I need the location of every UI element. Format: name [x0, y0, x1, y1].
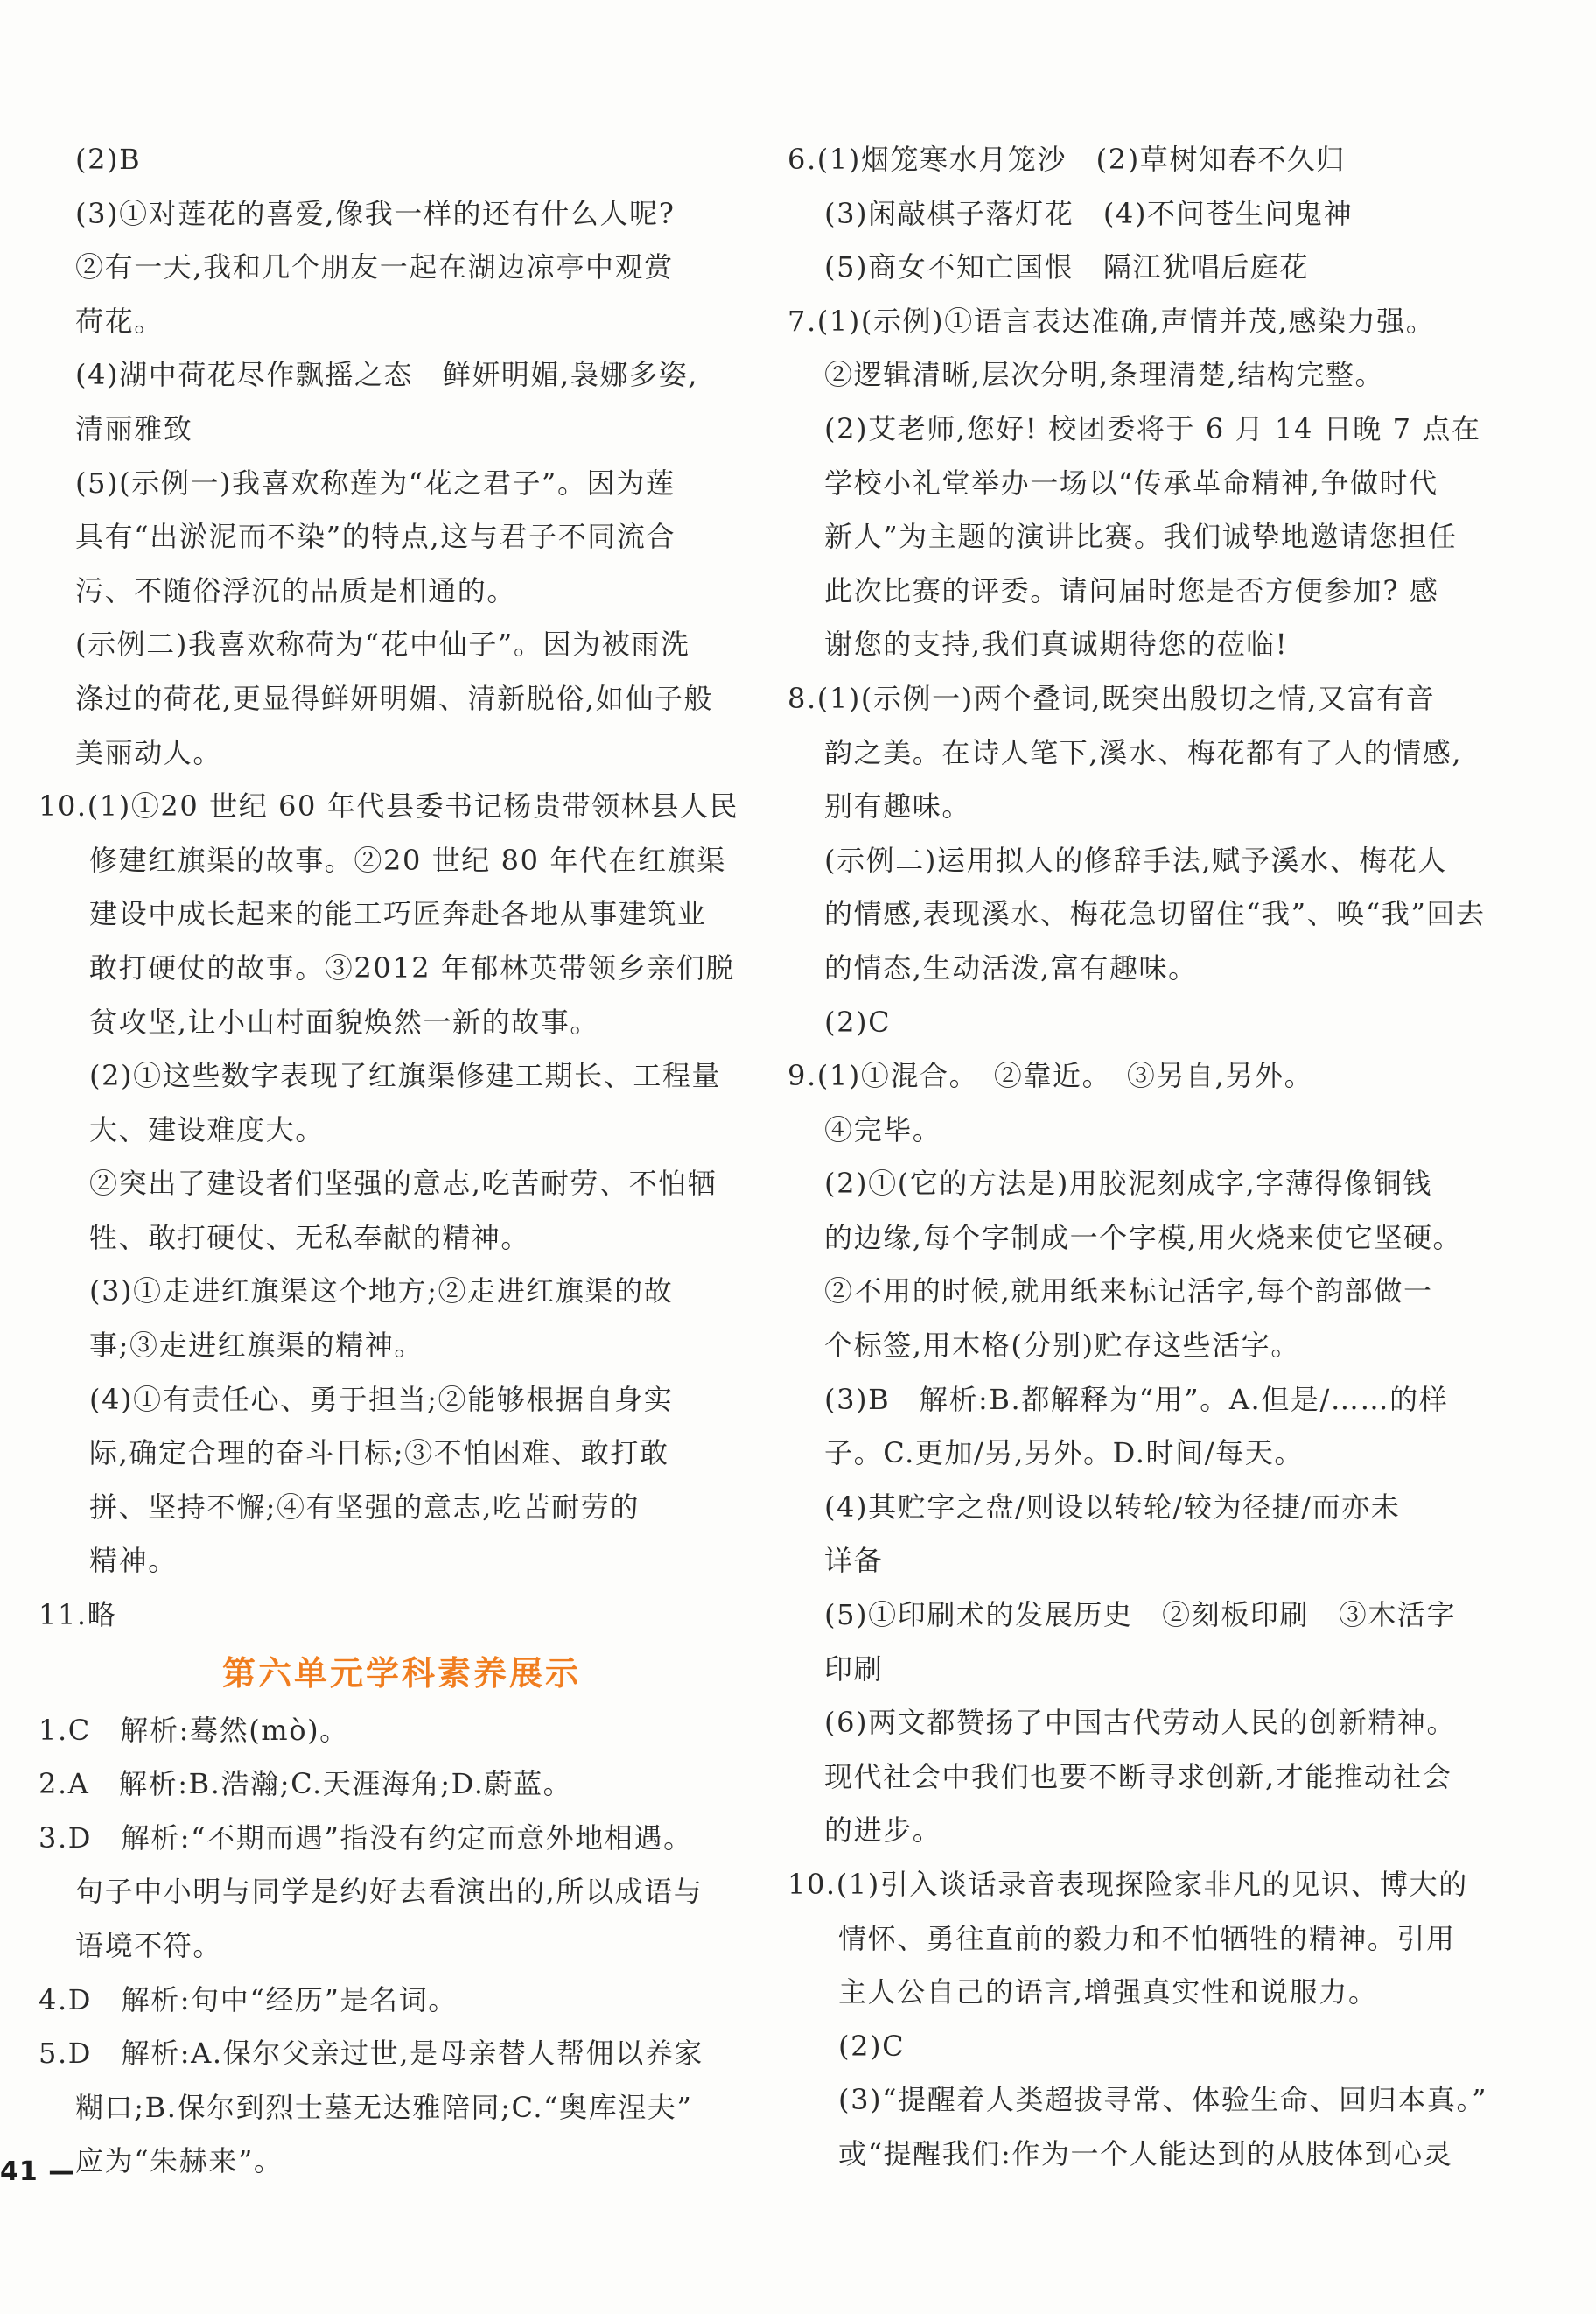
answer-line: (3)闲敲棋子落灯花 (4)不问苍生问鬼神 — [824, 196, 1354, 230]
answer-line: 7.(1)(示例)①语言表达准确,声情并茂,感染力强。 — [788, 304, 1436, 338]
answer-line: 具有“出淤泥而不染”的特点,这与君子不同流合 — [75, 520, 676, 554]
answer-line: 的情感,表现溪水、梅花急切留住“我”、唤“我”回去 — [824, 897, 1486, 931]
answer-line: 荷花。 — [75, 304, 164, 338]
answer-line: (6)两文都赞扬了中国古代劳动人民的创新精神。 — [824, 1706, 1457, 1740]
answer-line: 10.(1)①20 世纪 60 年代县委书记杨贵带领林县人民 — [38, 789, 739, 824]
answer-line: 3.D 解析:“不期而遇”指没有约定而意外地相遇。 — [38, 1820, 693, 1855]
answer-line: 11.略 — [38, 1598, 117, 1632]
answer-line: 10.(1)引入谈话录音表现探险家非凡的见识、博大的 — [788, 1868, 1468, 1901]
answer-line: 清丽雅致 — [75, 411, 193, 445]
answer-line: (4)湖中荷花尽作飘摇之态 鲜妍明媚,袅娜多姿, — [75, 358, 699, 392]
answer-line: 修建红旗渠的故事。②20 世纪 80 年代在红旗渠 — [89, 843, 726, 877]
answer-line: ②不用的时候,就用纸来标记活字,每个韵部做一 — [824, 1274, 1433, 1308]
left-answers-unit5 — [38, 133, 739, 1643]
answer-line: ④完毕。 — [824, 1112, 942, 1146]
answer-line: 4.D 解析:句中“经历”是名词。 — [38, 1982, 458, 2016]
answer-line: (3)①对莲花的喜爱,像我一样的还有什么人呢? — [75, 196, 676, 230]
right-column — [788, 133, 1488, 2182]
answer-line: 的情态,生动活泼,富有趣味。 — [824, 950, 1198, 985]
answer-line: 句子中小明与同学是约好去看演出的,所以成语与 — [75, 1875, 704, 1909]
answer-line: 1.C 解析:蓦然(mò)。 — [38, 1713, 349, 1747]
answer-line: 或“提醒我们:作为一个人能达到的从肢体到心灵 — [838, 2136, 1453, 2170]
answer-line: 美丽动人。 — [75, 735, 223, 769]
answer-line: (5)商女不知亡国恨 隔江犹唱后庭花 — [824, 250, 1310, 284]
answer-line: (2)B — [75, 143, 142, 176]
answer-line: 的边缘,每个字制成一个字模,用火烧来使它坚硬。 — [824, 1220, 1463, 1254]
answer-line: 8.(1)(示例一)两个叠词,既突出殷切之情,又富有音 — [788, 681, 1436, 715]
answer-line: (2)①(它的方法是)用胶泥刻成字,字薄得像铜钱 — [824, 1167, 1432, 1201]
answer-line: ②突出了建设者们坚强的意志,吃苦耐劳、不怕牺 — [89, 1167, 718, 1201]
answer-line: 敢打硬仗的故事。③2012 年郁林英带领乡亲们脱 — [89, 950, 736, 985]
left-answers-unit6 — [38, 1704, 730, 2189]
answer-line: 学校小礼堂举办一场以“传承革命精神,争做时代 — [824, 466, 1438, 500]
answer-line: 事;③走进红旗渠的精神。 — [89, 1329, 424, 1363]
answer-line: (4)①有责任心、勇于担当;②能够根据自身实 — [89, 1382, 674, 1416]
answer-line: 污、不随俗浮沉的品质是相通的。 — [75, 573, 517, 607]
answer-line: 建设中成长起来的能工巧匠奔赴各地从事建筑业 — [89, 897, 707, 931]
answer-line: (2)C — [838, 2029, 906, 2063]
answer-line: 9.(1)①混合。 ②靠近。 ③另自,另外。 — [788, 1059, 1314, 1093]
answer-line: (5)①印刷术的发展历史 ②刻板印刷 ③木活字 — [824, 1598, 1457, 1632]
answer-line: (示例二)我喜欢称荷为“花中仙子”。因为被雨洗 — [75, 628, 690, 662]
answer-line: (3)①走进红旗渠这个地方;②走进红旗渠的故 — [89, 1274, 674, 1308]
answer-line: 的进步。 — [824, 1813, 942, 1848]
answer-line: 拼、坚持不懈;④有坚强的意志,吃苦耐劳的 — [89, 1490, 640, 1524]
answer-line: (3)“提醒着人类超拔寻常、体验生命、回归本真。” — [838, 2083, 1488, 2117]
answer-line: 2.A 解析:B.浩瀚;C.天涯海角;D.蔚蓝。 — [38, 1767, 573, 1801]
answer-line: 大、建设难度大。 — [89, 1112, 325, 1146]
answer-line: 贫攻坚,让小山村面貌焕然一新的故事。 — [89, 1005, 599, 1039]
answer-line: 精神。 — [89, 1544, 178, 1578]
answer-line: (5)(示例一)我喜欢称莲为“花之君子”。因为莲 — [75, 466, 676, 500]
answer-line: 印刷 — [824, 1651, 884, 1686]
answer-line: 别有趣味。 — [824, 789, 972, 824]
answer-line: 际,确定合理的奋斗目标;③不怕困难、敢打敢 — [89, 1436, 669, 1470]
answer-line: 韵之美。在诗人笔下,溪水、梅花都有了人的情感, — [824, 735, 1463, 769]
answer-line: 情怀、勇往直前的毅力和不怕牺牲的精神。引用 — [838, 1921, 1456, 1955]
right-answers — [788, 133, 1488, 2182]
answer-line: 牲、敢打硬仗、无私奉献的精神。 — [89, 1220, 531, 1254]
answer-line: 此次比赛的评委。请问届时您是否方便参加? 感 — [824, 573, 1439, 607]
answer-line: ②有一天,我和几个朋友一起在湖边凉亭中观赏 — [75, 250, 674, 284]
answer-line: 糊口;B.保尔到烈士墓无达雅陪同;C.“奥库涅夫” — [75, 2090, 693, 2124]
section-heading: 第六单元学科素养展示 — [221, 1653, 581, 1693]
answer-line: ②逻辑清晰,层次分明,条理清楚,结构完整。 — [824, 358, 1385, 392]
answer-line: 子。C.更加/另,另外。D.时间/每天。 — [824, 1436, 1304, 1470]
answer-line: 详备 — [824, 1544, 884, 1578]
answer-line: 6.(1)烟笼寒水月笼沙 (2)草树知春不久归 — [788, 143, 1346, 176]
answer-line: 新人”为主题的演讲比赛。我们诚挚地邀请您担任 — [824, 520, 1458, 554]
answer-line: (示例二)运用拟人的修辞手法,赋予溪水、梅花人 — [824, 843, 1447, 877]
answer-line: 谢您的支持,我们真诚期待您的莅临! — [824, 628, 1289, 662]
answer-line: (2)艾老师,您好! 校团委将于 6 月 14 日晚 7 点在 — [824, 411, 1481, 445]
page-number: 41 — — [0, 2156, 76, 2187]
answer-line: (4)其贮字之盘/则设以转轮/较为径捷/而亦未 — [824, 1490, 1401, 1524]
answer-line: 个标签,用木格(分别)贮存这些活字。 — [824, 1329, 1300, 1363]
answer-line: 语境不符。 — [75, 1929, 223, 1962]
answer-line: 5.D 解析:A.保尔父亲过世,是母亲替人帮佣以养家 — [38, 2037, 704, 2071]
answer-line: (2)①这些数字表现了红旗渠修建工期长、工程量 — [89, 1059, 722, 1093]
answer-line: 主人公自己的语言,增强真实性和说服力。 — [838, 1975, 1378, 2009]
answer-line: 涤过的荷花,更显得鲜妍明媚、清新脱俗,如仙子般 — [75, 681, 714, 715]
answer-line: 应为“朱赫来”。 — [75, 2144, 284, 2178]
left-column — [38, 133, 739, 2189]
answer-line: (2)C — [824, 1005, 892, 1039]
answer-line: (3)B 解析:B.都解释为“用”。A.但是/……的样 — [824, 1382, 1449, 1416]
answer-line: 现代社会中我们也要不断寻求创新,才能推动社会 — [824, 1759, 1452, 1793]
